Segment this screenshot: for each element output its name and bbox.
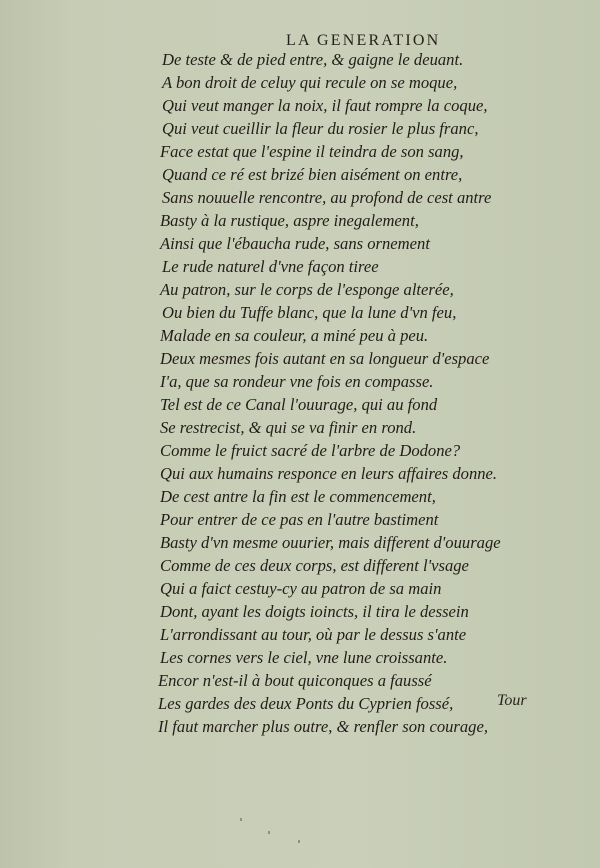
verse-line: Malade en sa couleur, a miné peu à peu. — [160, 326, 429, 345]
verse-line: Se restrecist, & qui se va finir en rond. — [160, 418, 417, 437]
verse-line: Qui a faict cestuy-cy au patron de sa main — [160, 579, 442, 598]
verse-line: Quand ce ré est brizé bien aisément on entre, — [162, 165, 463, 184]
verse-line: Au patron, sur le corps de l'esponge alterée, — [160, 280, 454, 299]
verse-line: Comme de ces deux corps, est different l'vsage — [160, 556, 469, 575]
verse-line: Basty à la rustique, aspre inegalement, — [160, 211, 419, 230]
verse-line: Qui veut cueillir la fleur du rosier le plus franc, — [162, 119, 479, 138]
verse-line: Le rude naturel d'vne façon tiree — [162, 257, 379, 276]
verse-line: Qui veut manger la noix, il faut rompre la coque, — [162, 96, 488, 115]
verse-line: Dont, ayant les doigts ioincts, il tira le dessein — [160, 602, 469, 621]
verse-line: Les gardes des deux Ponts du Cyprien fossé, — [158, 694, 454, 713]
verse-line: Sans nouuelle rencontre, au profond de cest antre — [162, 188, 492, 207]
verse-line: I'a, que sa rondeur vne fois en compasse. — [160, 372, 434, 391]
paper-speck — [298, 840, 300, 843]
running-title: LA GENERATION — [286, 32, 441, 49]
verse-line: De teste & de pied entre, & gaigne le deuant. — [162, 50, 464, 69]
verse-line: Basty d'vn mesme ouurier, mais different d'ouurage — [160, 533, 501, 552]
verse-line: Comme le fruict sacré de l'arbre de Dodone? — [160, 441, 461, 460]
paper-speck — [268, 831, 270, 834]
verse-line: A bon droit de celuy qui recule on se moque, — [162, 73, 458, 92]
verse-line: Pour entrer de ce pas en l'autre bastiment — [160, 510, 439, 529]
paper-speck — [240, 818, 242, 821]
verse-line: Deux mesmes fois autant en sa longueur d'espace — [160, 349, 490, 368]
verse-line: Il faut marcher plus outre, & renfler son courage, — [158, 717, 488, 736]
catchword: Tour — [497, 692, 527, 709]
verse-line: Encor n'est-il à bout quiconques a faussé — [158, 671, 432, 690]
verse-line: De cest antre la fin est le commencement, — [160, 487, 436, 506]
verse-line: Ainsi que l'ébaucha rude, sans ornement — [160, 234, 430, 253]
verse-line: Qui aux humains responce en leurs affaires donne. — [160, 464, 498, 483]
verse-line: Face estat que l'espine il teindra de son sang, — [160, 142, 464, 161]
verse-line: Tel est de ce Canal l'ouurage, qui au fond — [160, 395, 438, 414]
verse-line: Ou bien du Tuffe blanc, que la lune d'vn feu, — [162, 303, 457, 322]
verse-line: Les cornes vers le ciel, vne lune croissante. — [160, 648, 448, 667]
verse-line: L'arrondissant au tour, où par le dessus s'ante — [160, 625, 467, 644]
